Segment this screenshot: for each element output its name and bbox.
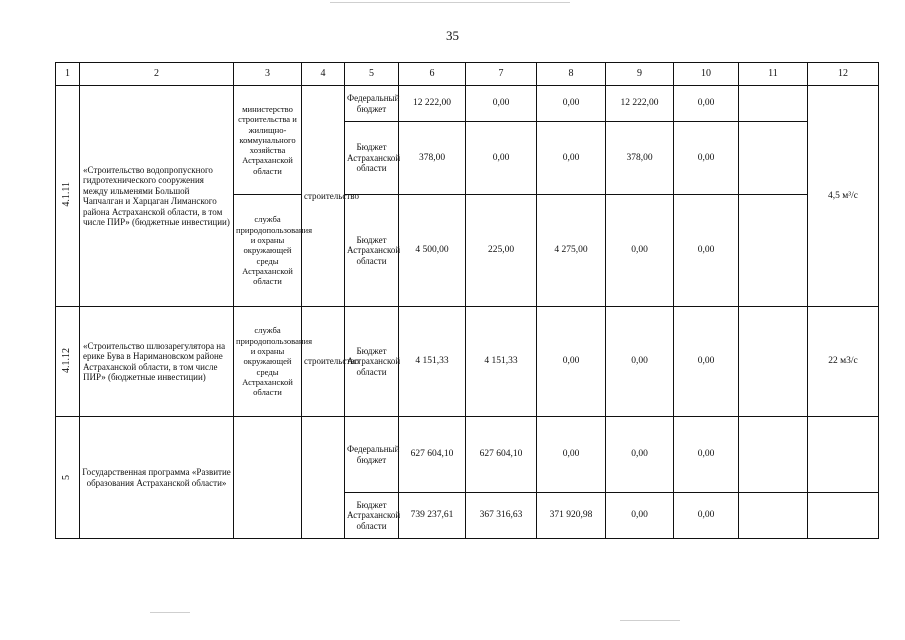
empty-cell — [808, 417, 879, 493]
header-cell: 6 — [399, 63, 466, 86]
value-cell: 4 275,00 — [537, 195, 606, 307]
table-row — [56, 86, 879, 122]
empty-cell — [739, 417, 808, 493]
header-cell: 5 — [345, 63, 399, 86]
header-cell: 1 — [56, 63, 80, 86]
header-cell: 7 — [466, 63, 537, 86]
header-cell: 10 — [674, 63, 739, 86]
funding-source: Федеральный бюджет — [345, 417, 399, 493]
value-cell: 12 222,00 — [606, 86, 674, 122]
value-cell: 367 316,63 — [466, 493, 537, 539]
value-cell: 627 604,10 — [466, 417, 537, 493]
scan-artifact-line — [620, 620, 680, 621]
budget-table — [55, 62, 879, 539]
row-code: 5 — [61, 475, 73, 481]
header-row — [56, 63, 879, 86]
scan-artifact-line — [330, 2, 570, 3]
value-cell: 739 237,61 — [399, 493, 466, 539]
value-cell: 0,00 — [537, 307, 606, 417]
header-cell: 3 — [234, 63, 302, 86]
value-cell: 0,00 — [466, 86, 537, 122]
empty-cell — [739, 86, 808, 122]
indicator-cell: 22 м3/с — [808, 307, 879, 417]
value-cell: 4 500,00 — [399, 195, 466, 307]
header-cell: 8 — [537, 63, 606, 86]
value-cell: 0,00 — [674, 307, 739, 417]
indicator-cell: 4,5 м³/с — [808, 86, 879, 307]
executor-cell: служба природопользования и охраны окружающей среды Астраханской области — [234, 307, 302, 417]
empty-cell — [808, 493, 879, 539]
row-code: 4.1.12 — [61, 347, 73, 373]
project-name: «Строительство шлюзарегулятора на ерике Бува в Наримановском районе Астраханской области, в том числе ПИР» (бюджетные инвестиции) — [80, 307, 234, 417]
row-code: 4.1.11 — [61, 182, 73, 208]
value-cell: 378,00 — [606, 122, 674, 195]
value-cell: 0,00 — [537, 417, 606, 493]
table-row — [56, 417, 879, 493]
value-cell: 627 604,10 — [399, 417, 466, 493]
funding-source: Бюджет Астраханской области — [345, 122, 399, 195]
header-cell: 12 — [808, 63, 879, 86]
empty-cell — [739, 493, 808, 539]
empty-cell — [739, 307, 808, 417]
header-cell: 11 — [739, 63, 808, 86]
value-cell: 0,00 — [674, 86, 739, 122]
value-cell: 4 151,33 — [399, 307, 466, 417]
executor-cell: министерство строительства и жилищно-коммунального хозяйства Астраханской области — [234, 86, 302, 195]
work-type-cell: строительство — [302, 307, 345, 417]
project-name: Государственная программа «Развитие образования Астраханской области» — [80, 417, 234, 539]
header-cell: 9 — [606, 63, 674, 86]
value-cell: 371 920,98 — [537, 493, 606, 539]
value-cell: 225,00 — [466, 195, 537, 307]
value-cell: 0,00 — [466, 122, 537, 195]
project-name: «Строительство водопропускного гидротехнического сооружения между ильменями Большой Чапчалган и Харцаган Лиманского района Астраханской области, в том числе ПИР» (бюджетные инвестиции) — [80, 86, 234, 307]
value-cell: 0,00 — [606, 307, 674, 417]
value-cell: 0,00 — [674, 122, 739, 195]
value-cell: 0,00 — [674, 195, 739, 307]
value-cell: 0,00 — [606, 493, 674, 539]
executor-cell: служба природопользования и охраны окружающей среды Астраханской области — [234, 195, 302, 307]
value-cell: 0,00 — [537, 86, 606, 122]
funding-source: Бюджет Астраханской области — [345, 195, 399, 307]
empty-cell — [739, 195, 808, 307]
funding-source: Федеральный бюджет — [345, 86, 399, 122]
value-cell: 0,00 — [606, 417, 674, 493]
scan-artifact-line — [150, 612, 190, 613]
page-number: 35 — [446, 28, 459, 43]
value-cell: 0,00 — [537, 122, 606, 195]
header-cell: 2 — [80, 63, 234, 86]
empty-cell — [234, 417, 302, 539]
funding-source: Бюджет Астраханской области — [345, 493, 399, 539]
row-code-cell — [56, 417, 80, 539]
row-code-cell — [56, 307, 80, 417]
value-cell: 0,00 — [674, 417, 739, 493]
value-cell: 0,00 — [674, 493, 739, 539]
row-code-cell — [56, 86, 80, 307]
table-row — [56, 307, 879, 417]
value-cell: 378,00 — [399, 122, 466, 195]
value-cell: 4 151,33 — [466, 307, 537, 417]
funding-source: Бюджет Астраханской области — [345, 307, 399, 417]
value-cell: 0,00 — [606, 195, 674, 307]
work-type-cell: строительство — [302, 86, 345, 307]
value-cell: 12 222,00 — [399, 86, 466, 122]
empty-cell — [302, 417, 345, 539]
empty-cell — [739, 122, 808, 195]
header-cell: 4 — [302, 63, 345, 86]
